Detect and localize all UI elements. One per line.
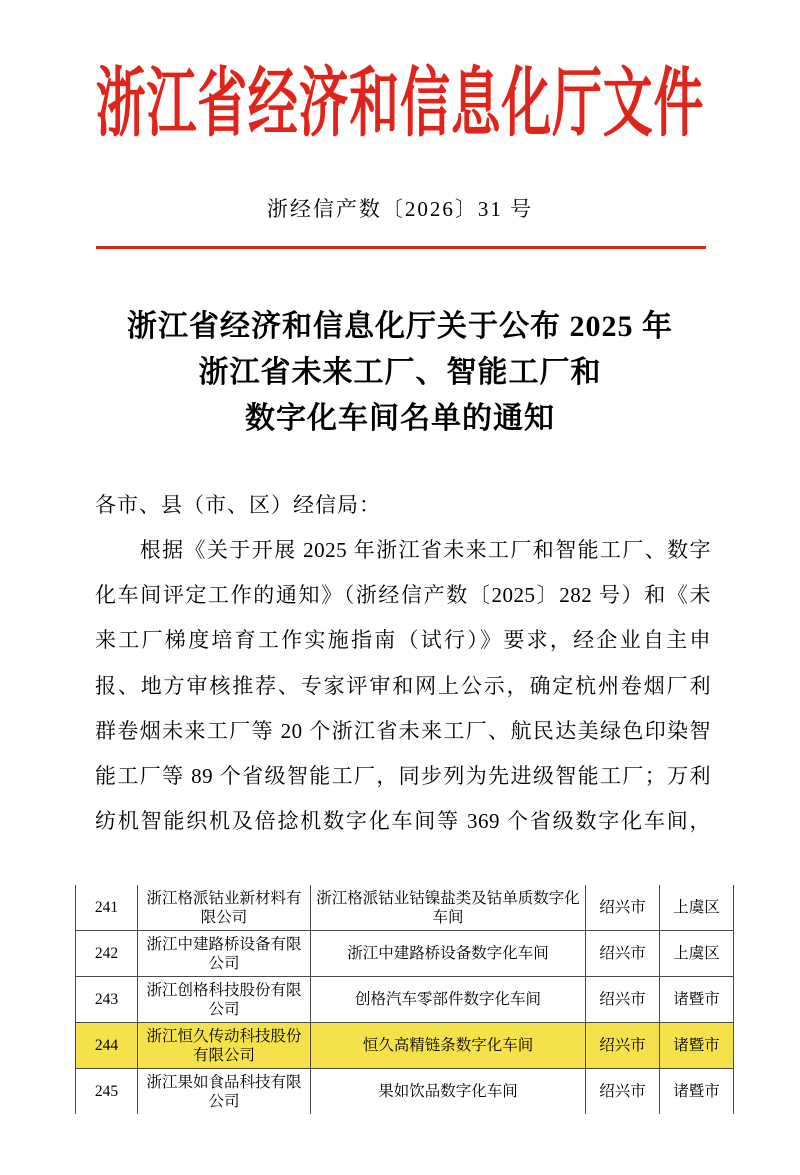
table-row xyxy=(76,931,734,977)
workshop-table xyxy=(75,885,734,1114)
cell-city: 绍兴市 xyxy=(586,885,660,931)
table-row xyxy=(76,885,734,931)
cell-workshop-name: 浙江中建路桥设备数字化车间 xyxy=(311,931,586,977)
cell-workshop-name: 浙江格派钴业钴镍盐类及钴单质数字化车间 xyxy=(311,885,586,931)
document-title-line: 数字化车间名单的通知 xyxy=(245,402,555,435)
cell-company-name: 浙江格派钴业新材料有限公司 xyxy=(138,885,311,931)
body-paragraph-line: 群卷烟未来工厂等 20 个浙江省未来工厂、航民达美绿色印染智 xyxy=(95,718,711,743)
cell-number: 242 xyxy=(76,931,138,977)
agency-banner-text: 浙江省经济和信息化厅文件 xyxy=(95,61,705,146)
document-title xyxy=(0,304,800,442)
document-title-line: 浙江省经济和信息化厅关于公布 2025 年 xyxy=(127,310,673,343)
cell-company-name: 浙江果如食品科技有限公司 xyxy=(138,1069,311,1115)
cell-number: 243 xyxy=(76,977,138,1023)
body-paragraph-line: 能工厂等 89 个省级智能工厂，同步列为先进级智能工厂；万利 xyxy=(95,763,711,788)
salutation: 各市、县（市、区）经信局： xyxy=(95,493,381,517)
cell-workshop-name: 恒久高精链条数字化车间 xyxy=(311,1023,586,1069)
table-row xyxy=(76,1069,734,1115)
cell-district: 上虞区 xyxy=(660,885,734,931)
cell-district: 诸暨市 xyxy=(660,1069,734,1115)
body-paragraph xyxy=(95,528,711,844)
red-separator-line xyxy=(96,246,706,249)
body-paragraph-line: 化车间评定工作的通知》（浙经信产数〔2025〕282 号）和《未 xyxy=(95,583,711,608)
cell-number: 244 xyxy=(76,1023,138,1069)
cell-city: 绍兴市 xyxy=(586,1069,660,1115)
cell-company-name: 浙江恒久传动科技股份有限公司 xyxy=(138,1023,311,1069)
cell-city: 绍兴市 xyxy=(586,1023,660,1069)
table-row xyxy=(76,977,734,1023)
body-paragraph-line: 来工厂梯度培育工作实施指南（试行）》要求，经企业自主申 xyxy=(95,628,711,653)
cell-company-name: 浙江创格科技股份有限公司 xyxy=(138,977,311,1023)
cell-district: 诸暨市 xyxy=(660,1023,734,1069)
cell-workshop-name: 创格汽车零部件数字化车间 xyxy=(311,977,586,1023)
cell-number: 241 xyxy=(76,885,138,931)
body-paragraph-line: 纺机智能织机及倍捻机数字化车间等 369 个省级数字化车间， xyxy=(95,809,711,834)
cell-number: 245 xyxy=(76,1069,138,1115)
cell-city: 绍兴市 xyxy=(586,931,660,977)
doc-number: 浙经信产数〔2026〕31 号 xyxy=(266,197,534,221)
cell-city: 绍兴市 xyxy=(586,977,660,1023)
cell-workshop-name: 果如饮品数字化车间 xyxy=(311,1069,586,1115)
body-paragraph-line: 根据《关于开展 2025 年浙江省未来工厂和智能工厂、数字 xyxy=(95,538,711,562)
agency-banner xyxy=(0,61,800,146)
cell-district: 诸暨市 xyxy=(660,977,734,1023)
cell-district: 上虞区 xyxy=(660,931,734,977)
workshop-table-body xyxy=(76,885,734,1114)
document-title-line: 浙江省未来工厂、智能工厂和 xyxy=(198,356,602,389)
table-row xyxy=(76,1023,734,1069)
body-paragraph-line: 报、地方审核推荐、专家评审和网上公示，确定杭州卷烟厂利 xyxy=(95,673,711,698)
cell-company-name: 浙江中建路桥设备有限公司 xyxy=(138,931,311,977)
